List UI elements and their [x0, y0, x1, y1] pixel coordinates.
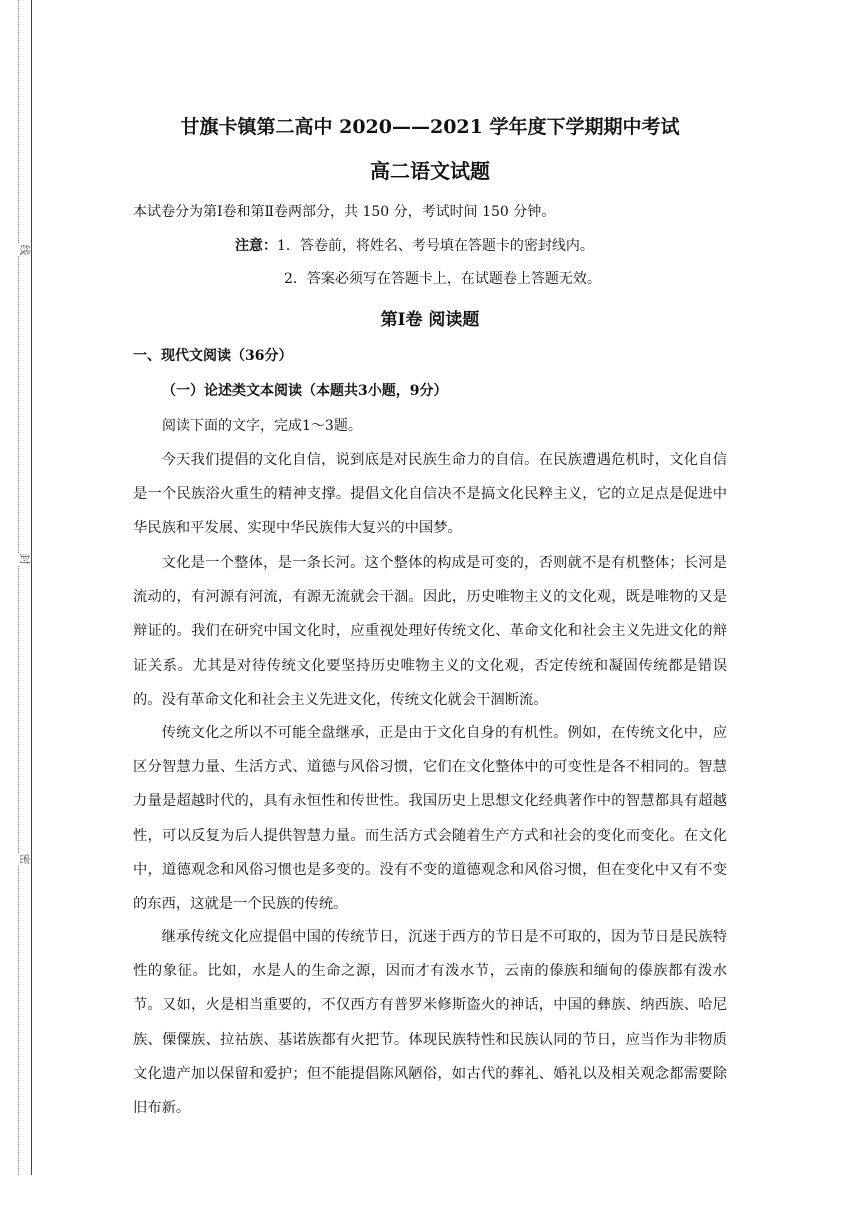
exam-title: 甘旗卡镇第二高中 2020——2021 学年度下学期期中考试	[180, 116, 680, 138]
binding-char-bottom: 密	[18, 853, 31, 865]
passage-paragraph-3: 传统文化之所以不可能全盘继承，正是由于文化自身的有机性。例如，在传统文化中，应区分智慧力量、生活方式、道德与风俗习惯，它们在文化整体中的可变性是各不相同的。智慧力量是超越时代的，具有永恒性和传世性。我国历史上思想文化经典著作中的智慧都具有超越性，可以反复为后人提供智慧力量。而生活方式会随着生产方式和社会的变化而变化。在文化中，道德观念和风俗习惯也是多变的。没有不变的道德观念和风俗习惯，但在变化中又有不变的东西，这就是一个民族的传统。	[133, 725, 727, 913]
note-2: 2．答案必须写在答题卡上，在试题卷上答题无效。	[284, 271, 601, 287]
part1-title: 第Ⅰ卷 阅读题	[380, 310, 480, 330]
notes-label: 注意：	[235, 238, 277, 254]
binding-margin-dotted-line	[18, 0, 19, 1175]
binding-margin-solid-line	[31, 0, 32, 1175]
passage-paragraph-4: 继承传统文化应提倡中国的传统节日，沉迷于西方的节日是不可取的，因为节日是民族特性的象征。比如，水是人的生命之源，因而才有泼水节，云南的傣族和缅甸的傣族都有泼水节。又如，火是相当重要的，不仅西方有普罗米修斯盗火的神话，中国的彝族、纳西族、哈尼族、傈僳族、拉祜族、基诺族都有火把节。体现民族特性和民族认同的节日，应当作为非物质文化遗产加以保留和爱护；但不能提倡陈风陋俗，如古代的葬礼、婚礼以及相关观念都需要除旧布新。	[133, 929, 727, 1117]
exam-subtitle: 高二语文试题	[370, 159, 490, 183]
note-1: 1．答卷前，将姓名、考号填在答题卡的密封线内。	[277, 238, 594, 254]
notes-line-1	[235, 236, 727, 256]
exam-description: 本试卷分为第Ⅰ卷和第Ⅱ卷两部分，共 150 分，考试时间 150 分钟。	[133, 204, 556, 220]
passage-paragraph-2: 文化是一个整体，是一条长河。这个整体的构成是可变的，否则就不是有机整体；长河是流动的，有河源有河流，有源无流就会干涸。因此，历史唯物主义的文化观，既是唯物的又是辩证的。我们在研究中国文化时，应重视处理好传统文化、革命文化和社会主义先进文化的辩证关系。尤其是对待传统文化要坚持历史唯物主义的文化观，否定传统和凝固传统都是错误的。没有革命文化和社会主义先进文化，传统文化就会干涸断流。	[133, 555, 727, 708]
section-title-modern-reading: 一、现代文阅读（36分）	[133, 348, 293, 364]
subsection-title-argumentative: （一）论述类文本阅读（本题共3小题，9分）	[162, 383, 448, 399]
binding-char-middle: 封	[18, 553, 31, 565]
reading-instruction: 阅读下面的文字，完成1～3题。	[162, 418, 362, 434]
passage-paragraph-1: 今天我们提倡的文化自信，说到底是对民族生命力的自信。在民族遭遇危机时，文化自信是一个民族浴火重生的精神支撑。提倡文化自信决不是搞文化民粹主义，它的立足点是促进中华民族和平发展、实现中华民族伟大复兴的中国梦。	[133, 452, 727, 537]
binding-char-top: 线	[18, 244, 31, 256]
